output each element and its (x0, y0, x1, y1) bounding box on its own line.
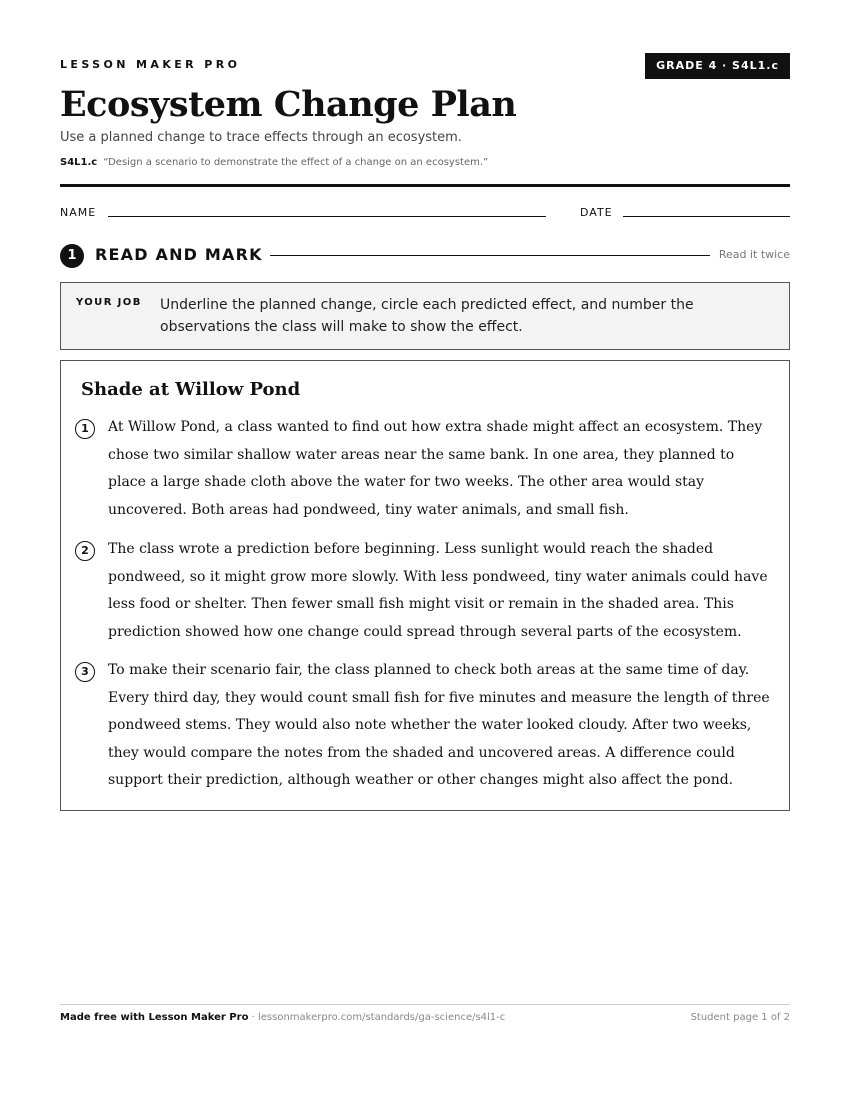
name-label: NAME (60, 206, 97, 219)
standard-line (60, 157, 488, 168)
footer-separator: · (248, 1012, 258, 1023)
section-number-badge: 1 (60, 244, 84, 268)
section-note: Read it twice (718, 248, 790, 261)
worksheet-page (60, 0, 790, 1100)
header-divider (60, 184, 790, 187)
section-read-and-mark-header (60, 243, 790, 269)
section-title: READ AND MARK (95, 245, 263, 264)
passage-title: Shade at Willow Pond (81, 379, 301, 400)
reading-passage (60, 360, 790, 811)
standard-code: S4L1.c (60, 157, 98, 168)
page-subtitle: Use a planned change to trace effects through an ecosystem. (60, 130, 462, 145)
section-divider (270, 255, 710, 256)
footer-divider (60, 1004, 790, 1005)
paragraph-text: To make their scenario fair, the class planned to check both areas at the same time of day. Every third day, they would count small fish for five minutes and measure the length of three pondweed stems. They would also note whether the water looked cloudy. After two weeks, they would compare the notes from the shaded and uncovered areas. A difference could support their prediction, although weather or other changes might also affect the pond. (108, 662, 770, 788)
brand-name: LESSON MAKER PRO (60, 58, 241, 71)
your-job-box (60, 282, 790, 350)
standard-text: “Design a scenario to demonstrate the effect of a change on an ecosystem.” (103, 157, 489, 168)
footer-url-link[interactable]: lessonmakerpro.com/standards/ga-science/s4l1-c (257, 1012, 506, 1023)
page-indicator: Student page 1 of 2 (690, 1012, 790, 1023)
paragraph-text: The class wrote a prediction before beginning. Less sunlight would reach the shaded pondweed, so it might grow more slowly. With less pondweed, tiny water animals could have less food or shelter. Then fewer small fish might visit or remain in the shaded area. This prediction showed how one change could spread through several parts of the ecosystem. (108, 541, 768, 640)
paragraph-number: 1 (75, 419, 95, 439)
grade-badge: GRADE 4 · S4L1.c (645, 53, 790, 79)
date-label: DATE (580, 206, 613, 219)
page-title: Ecosystem Change Plan (60, 84, 517, 125)
paragraph-number: 3 (75, 662, 95, 682)
name-field[interactable] (108, 216, 546, 217)
paragraph-text: At Willow Pond, a class wanted to find out how extra shade might affect an ecosystem. They chose two similar shallow water areas near the same bank. In one area, they planned to place a large shade cloth above the water for two weeks. The other area would stay uncovered. Both areas had pondweed, tiny water animals, and small fish. (108, 419, 763, 518)
paragraph-number: 2 (75, 541, 95, 561)
footer-brand: Made free with Lesson Maker Pro (60, 1012, 249, 1023)
your-job-text: Underline the planned change, circle each predicted effect, and number the observations the class will make to show the effect. (160, 297, 694, 335)
your-job-label: YOUR JOB (76, 297, 142, 308)
date-field[interactable] (623, 216, 790, 217)
footer-credit (60, 1012, 505, 1023)
